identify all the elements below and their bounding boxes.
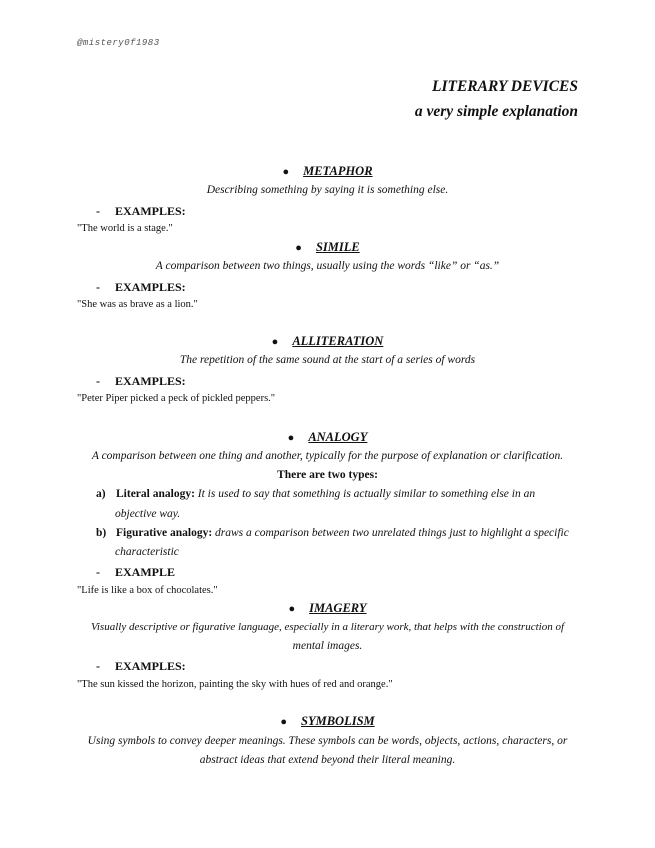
examples-label-text: EXAMPLE xyxy=(115,565,175,579)
heading-label: METAPHOR xyxy=(303,164,373,178)
list-item-label: Figurative analogy: xyxy=(116,527,213,539)
dash-marker: - xyxy=(96,374,100,388)
document-title: LITERARY DEVICES xyxy=(431,78,578,95)
section-heading-symbolism xyxy=(0,714,655,729)
definition-symbolism-line2: abstract ideas that extend beyond their literal meaning. xyxy=(199,754,456,766)
example-simile: "She was as brave as a lion." xyxy=(77,299,198,310)
section-heading-alliteration xyxy=(0,334,655,349)
list-marker: a) xyxy=(96,488,106,500)
examples-label-text: EXAMPLES: xyxy=(115,374,186,388)
example-alliteration: "Peter Piper picked a peck of pickled peppers." xyxy=(77,393,276,404)
bullet-icon: ● xyxy=(282,166,290,178)
list-item-text: It is used to say that something is actually similar to something else in an xyxy=(197,488,536,500)
section-heading-imagery xyxy=(0,601,655,616)
definition-imagery-line2: mental images. xyxy=(292,640,363,652)
examples-label-imagery xyxy=(96,659,186,674)
bullet-icon: ● xyxy=(295,242,302,254)
list-item-literal-analogy xyxy=(96,488,535,500)
examples-label-simile xyxy=(96,280,186,295)
section-heading-metaphor xyxy=(0,164,655,179)
definition-alliteration: The repetition of the same sound at the start of a series of words xyxy=(179,354,476,366)
section-heading-analogy xyxy=(0,430,655,445)
definition-symbolism-line1: Using symbols to convey deeper meanings. These symbols can be words, objects, actions, characters, or xyxy=(87,735,568,747)
list-item-label: Literal analogy: xyxy=(116,488,195,500)
definition-imagery-line1: Visually descriptive or figurative language, especially in a literary work, that helps with the construction of xyxy=(90,621,565,633)
section-heading-simile xyxy=(0,240,655,255)
list-item-continuation: characteristic xyxy=(115,546,179,558)
example-metaphor: "The world is a stage." xyxy=(77,223,173,234)
examples-label-metaphor xyxy=(96,204,186,219)
definition-analogy: A comparison between one thing and another, typically for the purpose of explanation or clarification. xyxy=(91,450,564,462)
examples-label-text: EXAMPLES: xyxy=(115,659,186,673)
dash-marker: - xyxy=(96,204,100,218)
dash-marker: - xyxy=(96,659,100,673)
definition-metaphor: Describing something by saying it is something else. xyxy=(206,184,449,196)
bullet-icon: ● xyxy=(280,716,287,728)
bullet-icon: ● xyxy=(287,432,295,444)
list-item-figurative-analogy xyxy=(96,527,569,539)
dash-marker: - xyxy=(96,280,100,294)
example-imagery: "The sun kissed the horizon, painting the sky with hues of red and orange." xyxy=(77,679,393,690)
examples-label-alliteration xyxy=(96,374,186,389)
list-item-text: draws a comparison between two unrelated things just to highlight a specific xyxy=(215,527,569,539)
heading-label: ANALOGY xyxy=(308,430,368,444)
heading-label: SYMBOLISM xyxy=(301,714,375,728)
heading-label: SIMILE xyxy=(315,240,360,254)
examples-label-text: EXAMPLES: xyxy=(115,204,186,218)
heading-label: ALLITERATION xyxy=(292,334,384,348)
definition-simile: A comparison between two things, usually using the words “like” or “as.” xyxy=(155,260,500,272)
bullet-icon: ● xyxy=(288,603,296,615)
heading-label: IMAGERY xyxy=(309,601,367,615)
list-marker: b) xyxy=(96,527,107,539)
dash-marker: - xyxy=(96,565,100,579)
document-subtitle: a very simple explanation xyxy=(414,103,578,120)
example-analogy: "Life is like a box of chocolates." xyxy=(77,585,218,596)
types-heading-analogy: There are two types: xyxy=(277,469,378,481)
examples-label-analogy xyxy=(96,565,175,580)
author-handle: @mistery0f1983 xyxy=(77,38,160,48)
list-item-continuation: objective way. xyxy=(115,508,181,520)
bullet-icon: ● xyxy=(271,336,279,348)
examples-label-text: EXAMPLES: xyxy=(115,280,186,294)
